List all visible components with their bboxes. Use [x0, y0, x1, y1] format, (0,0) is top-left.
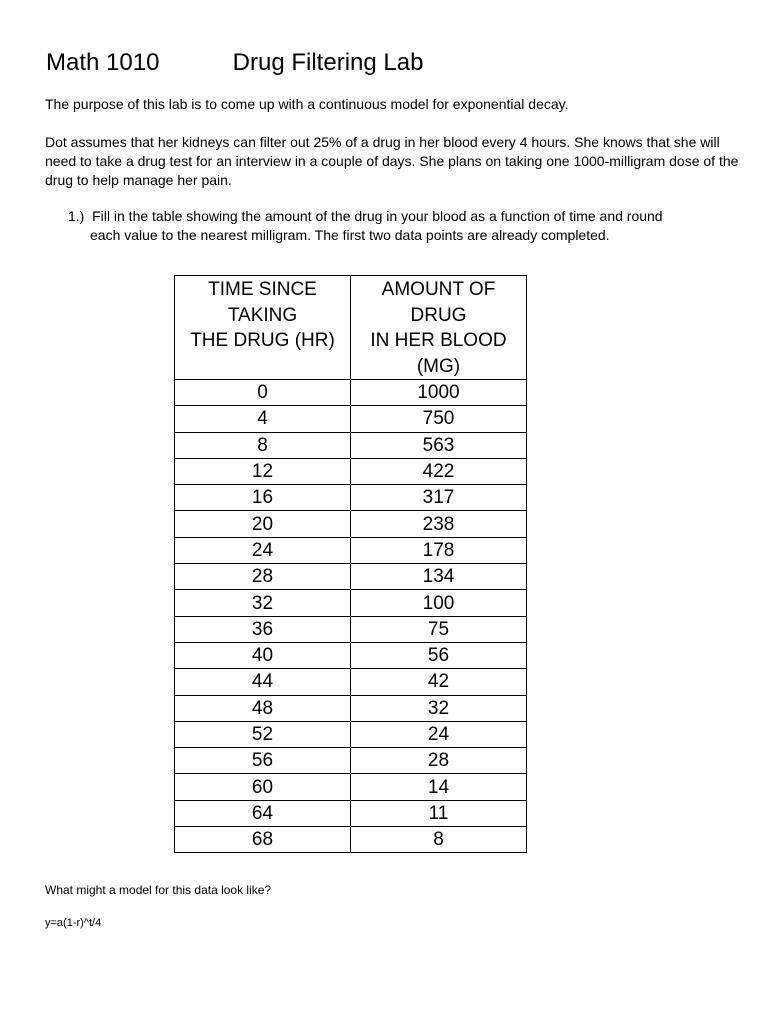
time-cell: 8 [175, 432, 351, 458]
time-cell: 40 [175, 642, 351, 668]
time-cell: 64 [175, 800, 351, 826]
amount-cell: 317 [351, 485, 527, 511]
table-row [175, 774, 527, 800]
amount-cell: 750 [351, 406, 527, 432]
table-row [175, 616, 527, 642]
table-row [175, 827, 527, 853]
table-row [175, 590, 527, 616]
time-cell: 4 [175, 406, 351, 432]
time-cell: 48 [175, 695, 351, 721]
header-line: IN HER BLOOD [370, 330, 507, 351]
header-line: AMOUNT OF [381, 279, 496, 300]
table-row [175, 380, 527, 406]
amount-cell: 422 [351, 458, 527, 484]
amount-cell: 563 [351, 432, 527, 458]
course-name: Math 1010 [46, 49, 160, 76]
table-row [175, 695, 527, 721]
amount-cell: 1000 [351, 380, 527, 406]
time-cell: 44 [175, 669, 351, 695]
header-line: (MG) [416, 355, 461, 377]
header-line: TIME SINCE [208, 279, 317, 300]
header-line: DRUG [410, 304, 467, 326]
amount-cell: 178 [351, 537, 527, 563]
model-equation: y=a(1-r)^t/4 [45, 917, 102, 929]
time-cell: 0 [175, 380, 351, 406]
time-cell: 12 [175, 458, 351, 484]
amount-cell: 56 [351, 642, 527, 668]
amount-cell: 8 [351, 827, 527, 853]
table-header-row [175, 276, 527, 380]
table-row [175, 748, 527, 774]
time-cell: 36 [175, 616, 351, 642]
time-cell: 28 [175, 564, 351, 590]
page-title [46, 47, 423, 79]
time-column-header [175, 276, 351, 380]
table-row [175, 800, 527, 826]
table-row [175, 511, 527, 537]
amount-cell: 14 [351, 774, 527, 800]
scenario-paragraph: Dot assumes that her kidneys can filter out 25% of a drug in her blood every 4 hours. She knows that she will need to take a drug test for an interview in a couple of days. She plans on taking one 1000-milligram dose of the drug to help manage her pain. [45, 134, 739, 188]
question-line-2: each value to the nearest milligram. The first two data points are already completed. [90, 227, 610, 243]
model-question: What might a model for this data look like? [45, 883, 272, 897]
amount-cell: 238 [351, 511, 527, 537]
time-cell: 52 [175, 721, 351, 747]
amount-cell: 32 [351, 695, 527, 721]
amount-cell: 75 [351, 616, 527, 642]
table-row [175, 669, 527, 695]
question-number: 1.) [68, 208, 85, 224]
header-line: TAKING [227, 304, 298, 326]
time-cell: 16 [175, 485, 351, 511]
lab-title: Drug Filtering Lab [232, 49, 424, 76]
table-row [175, 564, 527, 590]
amount-cell: 134 [351, 564, 527, 590]
table-row [175, 432, 527, 458]
time-cell: 68 [175, 827, 351, 853]
time-cell: 24 [175, 537, 351, 563]
table-row [175, 642, 527, 668]
table-row [175, 485, 527, 511]
amount-cell: 11 [351, 800, 527, 826]
purpose-paragraph: The purpose of this lab is to come up with a continuous model for exponential decay. [45, 96, 569, 112]
amount-column-header [351, 276, 527, 380]
amount-cell: 42 [351, 669, 527, 695]
time-cell: 32 [175, 590, 351, 616]
question-line-1: Fill in the table showing the amount of the drug in your blood as a function of time and round [92, 208, 663, 224]
question-1 [68, 207, 738, 245]
table-row [175, 721, 527, 747]
amount-cell: 100 [351, 590, 527, 616]
header-line: THE DRUG (HR) [190, 330, 335, 351]
time-cell: 56 [175, 748, 351, 774]
amount-cell: 24 [351, 721, 527, 747]
time-cell: 60 [175, 774, 351, 800]
table-row [175, 537, 527, 563]
table-row [175, 458, 527, 484]
amount-cell: 28 [351, 748, 527, 774]
drug-amount-table [174, 275, 527, 853]
time-cell: 20 [175, 511, 351, 537]
table-row [175, 406, 527, 432]
